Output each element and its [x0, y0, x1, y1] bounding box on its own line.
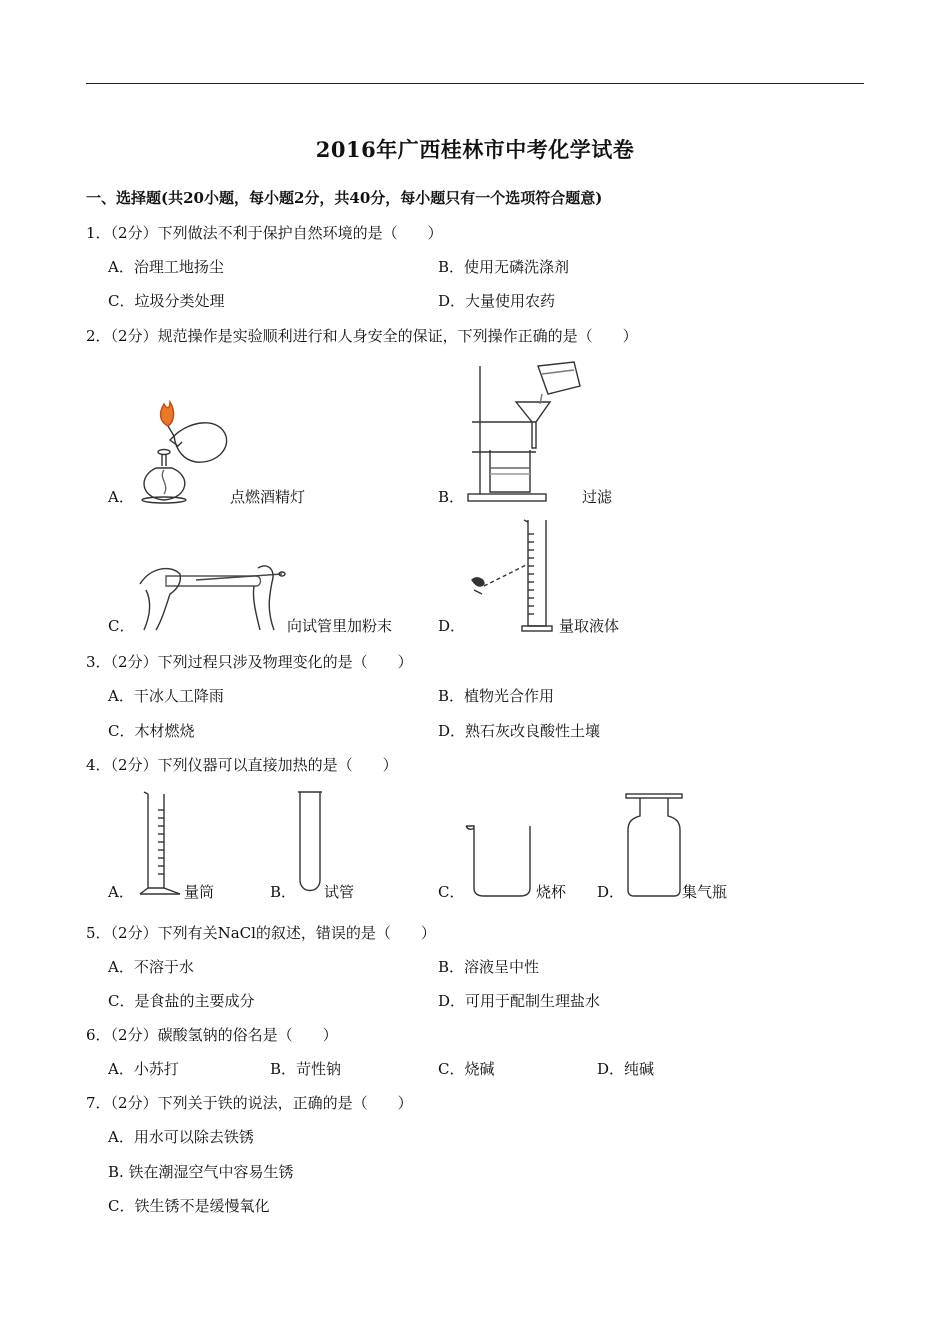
beaker-icon: [464, 822, 534, 898]
q1-option-d[interactable]: D．大量使用农药: [438, 292, 556, 310]
q1-option-a[interactable]: A．治理工地扬尘: [108, 258, 224, 276]
header-rule: [86, 83, 864, 84]
q3-option-b[interactable]: B．植物光合作用: [438, 687, 555, 705]
graduated-cylinder-icon: [138, 790, 182, 898]
q4-option-c-letter[interactable]: C．: [438, 883, 465, 901]
q7-option-c[interactable]: C．铁生锈不是缓慢氧化: [108, 1197, 270, 1215]
adding-powder-figure: [136, 554, 286, 634]
test-tube-icon: [294, 788, 328, 898]
q3-option-a[interactable]: A．干冰人工降雨: [108, 687, 224, 705]
q7-option-b[interactable]: B. 铁在潮湿空气中容易生锈: [108, 1163, 294, 1181]
q7-option-a[interactable]: A．用水可以除去铁锈: [108, 1128, 254, 1146]
q3-option-c[interactable]: C．木材燃烧: [108, 722, 195, 740]
q4-option-a-letter[interactable]: A．: [108, 883, 134, 901]
q5-option-a[interactable]: A．不溶于水: [108, 958, 194, 976]
q2-stem: 2．（2分）规范操作是实验顺利进行和人身安全的保证，下列操作正确的是（ ）: [86, 327, 638, 345]
q4-option-d-letter[interactable]: D．: [597, 883, 625, 901]
q2-option-a-letter[interactable]: A．: [108, 488, 134, 506]
q2-option-a-label: 点燃酒精灯: [230, 488, 306, 506]
q2-option-c-label: 向试管里加粉末: [287, 617, 393, 635]
q5-stem: 5．（2分）下列有关NaCl的叙述，错误的是（ ）: [86, 924, 436, 942]
q2-option-c-letter[interactable]: C．: [108, 617, 135, 635]
exam-title: 2016年广西桂林市中考化学试卷: [315, 137, 635, 162]
q3-stem: 3．（2分）下列过程只涉及物理变化的是（ ）: [86, 653, 413, 671]
gas-collecting-bottle-icon: [624, 790, 684, 898]
q2-option-d-label: 量取液体: [559, 617, 620, 635]
q4-option-d-label: 集气瓶: [682, 883, 728, 901]
q5-option-c[interactable]: C．是食盐的主要成分: [108, 992, 255, 1010]
q2-option-b-label: 过滤: [582, 488, 613, 506]
q4-option-c-label: 烧杯: [536, 883, 567, 901]
filtration-apparatus-figure: [466, 360, 582, 505]
q1-option-b[interactable]: B．使用无磷洗涤剂: [438, 258, 570, 276]
q4-option-a-label: 量筒: [184, 883, 215, 901]
q4-option-b-label: 试管: [324, 883, 355, 901]
q1-option-c[interactable]: C．垃圾分类处理: [108, 292, 225, 310]
reading-cylinder-figure: [466, 516, 560, 634]
q6-option-b[interactable]: B．苛性钠: [270, 1060, 342, 1078]
alcohol-lamp-lighting-figure: [134, 396, 234, 506]
section-heading: 一、选择题(共20小题，每小题2分，共40分，每小题只有一个选项符合题意): [86, 189, 603, 207]
q5-option-b[interactable]: B．溶液呈中性: [438, 958, 540, 976]
q6-stem: 6．（2分）碳酸氢钠的俗名是（ ）: [86, 1026, 338, 1044]
q4-stem: 4．（2分）下列仪器可以直接加热的是（ ）: [86, 756, 398, 774]
q2-option-d-letter[interactable]: D．: [438, 617, 466, 635]
q7-stem: 7．（2分）下列关于铁的说法，正确的是（ ）: [86, 1094, 413, 1112]
q3-option-d[interactable]: D．熟石灰改良酸性土壤: [438, 722, 601, 740]
q6-option-c[interactable]: C．烧碱: [438, 1060, 495, 1078]
q5-option-d[interactable]: D．可用于配制生理盐水: [438, 992, 601, 1010]
q4-option-b-letter[interactable]: B．: [270, 883, 297, 901]
q1-stem: 1．（2分）下列做法不利于保护自然环境的是（ ）: [86, 224, 443, 242]
q6-option-d[interactable]: D．纯碱: [597, 1060, 655, 1078]
q6-option-a[interactable]: A．小苏打: [108, 1060, 179, 1078]
q2-option-b-letter[interactable]: B．: [438, 488, 465, 506]
